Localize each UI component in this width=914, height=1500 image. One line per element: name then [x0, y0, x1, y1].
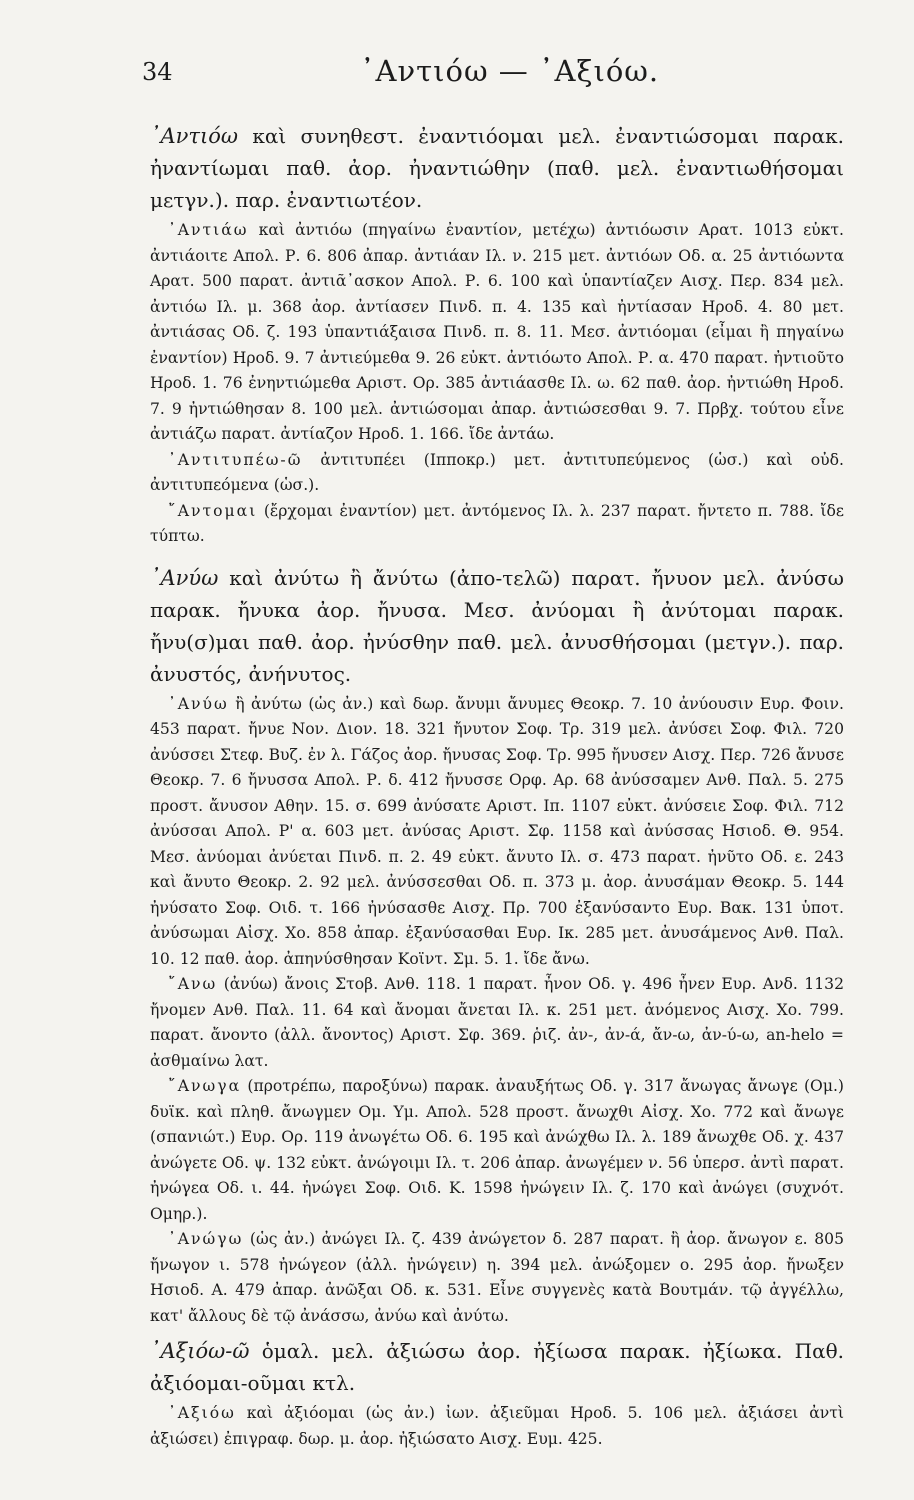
dictionary-entry	[150, 120, 844, 550]
entry-head	[150, 1335, 844, 1399]
citation-text: ἀντιτυπέει (Ιπποκρ.) μετ. ἀντιτυπεύμενος (ὡσ.) καὶ οὐδ. ἀντιτυπεόμενα (ὡσ.).	[150, 450, 844, 494]
citation-text: ἢ ἀνύτω (ὡς ἀν.) καὶ δωρ. ἄνυμι ἄνυμες Θεοκρ. 7. 10 ἀνύουσιν Ευρ. Φοιν. 453 παρατ. ἤνυε Νον. Διον. 18. 321 ἤνυτον Σοφ. Τρ. 319 μελ. ἀνύσει Σοφ. Φιλ. 720 ἀνύσσει Στεφ. Βυζ. ἐν λ. Γάζος ἀορ. ἤνυσας Σοφ. Τρ. 995 ἤνυσεν Αισχ. Περ. 726 ἄνυσε Θεοκρ. 7. 6 ἤνυσσα Απολ. Ρ. δ. 412 ἤνυσσε Ορφ. Αρ. 68 ἀνύσσαμεν Ανθ. Παλ. 5. 275 προστ. ἄνυσον Αθην. 15. σ. 699 ἀνύσατε Αριστ. Ιπ. 1107 εὐκτ. ἀνύσειε Σοφ. Φιλ. 712 ἀνύσσαι Απολ. Ρ' α. 603 μετ. ἀνύσας Αριστ. Σφ. 1158 καὶ ἀνύσσας Ησιοδ. Θ. 954. Μεσ. ἀνύομαι ἀνύεται Πινδ. π. 2. 49 εὐκτ. ἄνυτο Ιλ. σ. 473 παρατ. ἠνῦτο Οδ. ε. 243 καὶ ἄνυτο Θεοκρ. 2. 92 μελ. ἀνύσσεσθαι Οδ. π. 373 μ. ἀορ. ἀνυσάμαν Θεοκρ. 5. 144 ἠνύσατο Σοφ. Οιδ. τ. 166 ἠνύσασθε Αισχ. Πρ. 700 ἐξανύσαντο Ευρ. Βακ. 131 ὑποτ. ἀνύσωμαι Αἰσχ. Χο. 858 ἀπαρ. ἐξανύσασθαι Ευρ. Ικ. 285 μετ. ἀνυσάμενος Ανθ. Παλ. 10. 12 παθ. ἀορ. ἀπηνύσθησαν Κοϊντ. Σμ. 5. 1. ἴδε ἄνω.	[150, 694, 844, 968]
citation-paragraph	[150, 1227, 844, 1329]
page-header	[142, 52, 844, 102]
running-head: ᾿Αντιόω — ᾿Αξιόω.	[360, 54, 660, 88]
dictionary-entry	[150, 562, 844, 1330]
citation-term: ῎Ανω	[168, 975, 218, 993]
page-number: 34	[142, 58, 173, 86]
citation-term: ῎Αντομαι	[168, 501, 258, 520]
citation-term: ᾿Αντιτυπέω-ῶ	[168, 450, 303, 469]
citation-text: καὶ ἀξιόομαι (ὡς ἀν.) ἰων. ἀξιεῦμαι Ηροδ. 5. 106 μελ. ἀξιάσει ἀντὶ ἀξιώσει) ἐπιγραφ. δωρ. μ. ἀορ. ἠξιώσατο Αισχ. Ευμ. 425.	[150, 1404, 844, 1448]
citation-paragraph	[150, 499, 844, 550]
citation-paragraph	[150, 692, 844, 973]
citation-term: ᾿Ανώγω	[168, 1230, 244, 1248]
citation-text: καὶ ἀντιόω (πηγαίνω ἐναντίον, μετέχω) ἀντιόωσιν Αρατ. 1013 εὐκτ. ἀντιάοιτε Απολ. Ρ. 6. 806 ἀπαρ. ἀντιάαν Ιλ. ν. 215 μετ. ἀντιόων Οδ. α. 25 ἀντιόωντα Αρατ. 500 παρατ. ἀντιᾶ᾿ασκον Απολ. Ρ. 6. 100 καὶ ὑπαντίαζεν Αισχ. Περ. 834 μελ. ἀντιόω Ιλ. μ. 368 ἀορ. ἀντίασεν Πινδ. π. 4. 135 καὶ ἠντίασαν Ηροδ. 4. 80 μετ. ἀντιάσας Οδ. ζ. 193 ὑπαντιάξαισα Πινδ. π. 8. 11. Μεσ. ἀντιόομαι (εἶμαι ἢ πηγαίνω ἐναντίον) Ηροδ. 9. 7 ἀντιεύμεθα 9. 26 εὐκτ. ἀντιόωτο Απολ. Ρ. α. 470 παρατ. ἠντιοῦτο Ηροδ. 1. 76 ἐνηντιώμεθα Αριστ. Ορ. 385 ἀντιάασθε Ιλ. ω. 62 παθ. ἀορ. ἠντιώθη Ηροδ. 7. 9 ἠντιώθησαν 8. 100 μελ. ἀντιώσομαι ἀπαρ. ἀντιώσεσθαι 9. 7. Πρβχ. τούτου εἶνε ἀντιάζω παρατ. ἀντίαζον Ηροδ. 1. 166. ἴδε ἀντάω.	[150, 221, 844, 443]
citation-term: ῎Ανωγα	[168, 1077, 242, 1095]
citation-paragraph	[150, 1074, 844, 1227]
citation-term: ᾿Αντιάω	[168, 221, 249, 239]
entry-definition: ὁμαλ. μελ. ἀξιώσω ἀορ. ἠξίωσα παρακ. ἠξίωκα. Παθ. ἀξιόομαι-οῦμαι κτλ.	[150, 1339, 845, 1395]
citation-term: ᾿Αξιόω	[168, 1404, 236, 1422]
entry-head	[150, 120, 844, 216]
lemma: ᾿Αξιόω-ῶ	[150, 1339, 250, 1363]
citation-paragraph	[150, 1401, 844, 1452]
citation-term: ᾿Ανύω	[168, 694, 229, 713]
citation-paragraph	[150, 972, 844, 1074]
dictionary-entry	[150, 1335, 844, 1452]
entry-head	[150, 562, 844, 690]
lemma: ᾿Ανύω	[150, 565, 219, 590]
citation-text: (ὡς ἀν.) ἀνώγει Ιλ. ζ. 439 ἀνώγετον δ. 287 παρατ. ἢ ἀορ. ἄνωγον ε. 805 ἤνωγον ι. 578 ἠνώγεον (ἀλλ. ἠνώγειν) η. 394 μελ. ἀνώξομεν ο. 295 ἀορ. ἤνωξεν Ησιοδ. Α. 479 ἀπαρ. ἀνῶξαι Οδ. κ. 531. Εἶνε συγγενὲς κατὰ Βουτμάν. τῷ ἀγγέλλω, κατ' ἄλλους δὲ τῷ ἀνάσσω, ἀνύω καὶ ἀνύτω.	[150, 1230, 844, 1325]
citation-text: (προτρέπω, παροξύνω) παρακ. ἀναυξήτως Οδ. γ. 317 ἄνωγας ἄνωγε (Ομ.) δυϊκ. καὶ πληθ. ἄνωγμεν Ομ. Υμ. Απολ. 528 προστ. ἄνωχθι Αἰσχ. Χο. 772 καὶ ἄνωγε (σπανιώτ.) Ευρ. Ορ. 119 ἀνωγέτω Οδ. 6. 195 καὶ ἀνώχθω Ιλ. λ. 189 ἄνωχθε Οδ. χ. 437 ἀνώγετε Οδ. ψ. 132 εὐκτ. ἀνώγοιμι Ιλ. τ. 206 ἀπαρ. ἀνωγέμεν ν. 56 ὑπερσ. ἀντὶ παρατ. ἠνώγεα Οδ. ι. 44. ἠνώγει Σοφ. Οιδ. Κ. 1598 ἠνώγειν Ιλ. ζ. 170 καὶ ἀνώγει (συχνότ. Ομηρ.).	[150, 1077, 845, 1223]
entry-definition: καὶ ἀνύτω ἢ ἄνύτω (ἀπο-τελῶ) παρατ. ἤνυον μελ. ἀνύσω παρακ. ἤνυκα ἀορ. ἤνυσα. Μεσ. ἀνύομαι ἢ ἀνύτομαι παρακ. ἤνυ(σ)μαι παθ. ἀορ. ἠνύσθην παθ. μελ. ἀνυσθήσομαι (μετγν.). παρ. ἀνυστός, ἀνήνυτος.	[150, 565, 844, 686]
citation-paragraph	[150, 218, 844, 448]
citation-paragraph	[150, 448, 844, 499]
lemma: ᾿Αντιόω	[150, 124, 239, 148]
citation-text: (ἀνύω) ἄνοις Στοβ. Ανθ. 118. 1 παρατ. ἦνον Οδ. γ. 496 ἦνεν Ευρ. Ανδ. 1132 ἤνομεν Ανθ. Παλ. 11. 64 καὶ ἄνομαι ἄνεται Ιλ. κ. 251 μετ. ἀνόμενος Αισχ. Χο. 799. παρατ. ἄνοντο (ἀλλ. ἄνοντος) Αριστ. Σφ. 369. ῥιζ. ἀν-, ἀν-ά, ἄν-ω, ἀν-ύ-ω, an-helo = ἀσθμαίνω λατ.	[150, 975, 844, 1070]
entry-definition: καὶ συνηθεστ. ἐναντιόομαι μελ. ἐναντιώσομαι παρακ. ἠναντίωμαι παθ. ἀορ. ἠναντιώθην (παθ. μελ. ἐναντιωθήσομαι μετγν.). παρ. ἐναντιωτέον.	[150, 124, 844, 212]
citation-text: (ἔρχομαι ἐναντίον) μετ. ἀντόμενος Ιλ. λ. 237 παρατ. ἤντετο π. 788. ἴδε τύπτω.	[150, 501, 844, 545]
